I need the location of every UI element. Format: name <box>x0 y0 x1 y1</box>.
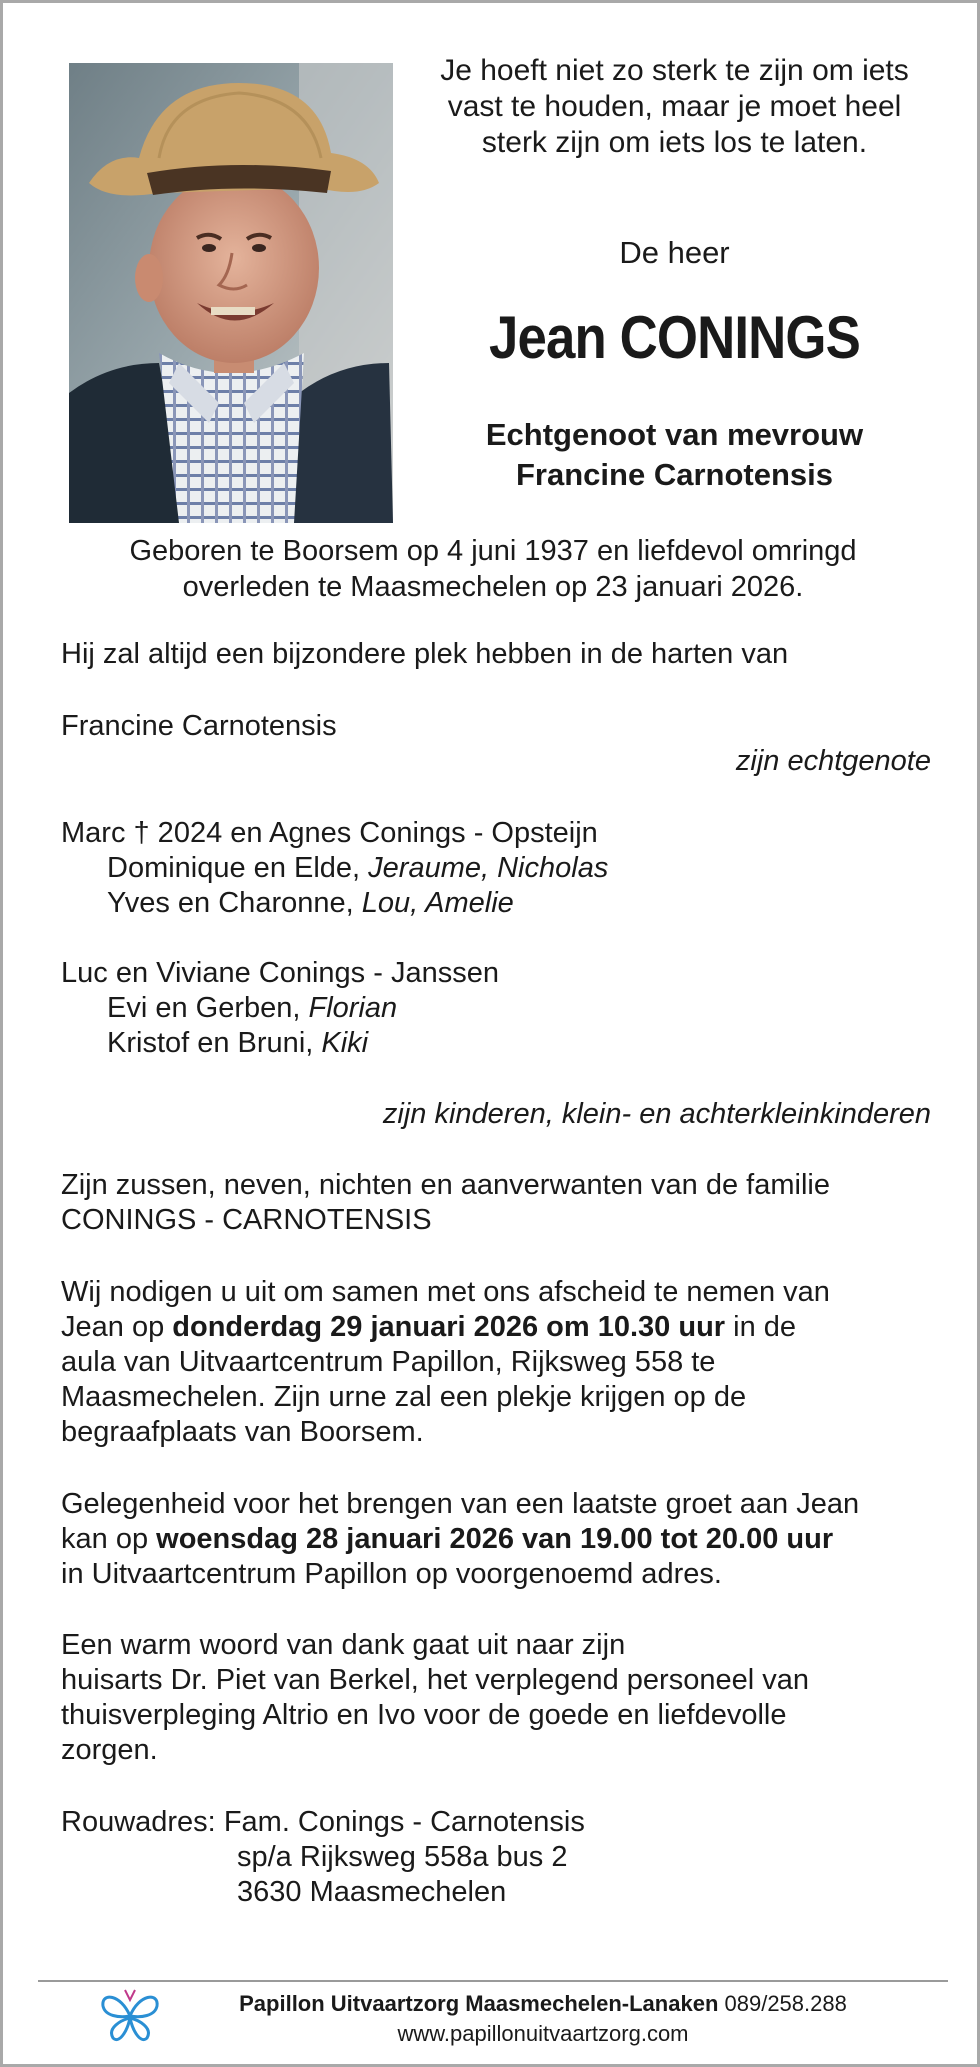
family-parents: Evi en Gerben, <box>107 992 301 1024</box>
address-label: Rouwadres: <box>61 1806 216 1838</box>
visit-block <box>61 1487 931 1592</box>
visit-line: Gelegenheid voor het brengen van een laatste groet aan Jean <box>61 1488 860 1520</box>
widow-block <box>61 709 931 779</box>
family-parents: Yves en Charonne, <box>107 887 354 919</box>
salutation: De heer <box>619 235 730 270</box>
address-city: 3630 Maasmechelen <box>237 1876 507 1908</box>
thanks-line: zorgen. <box>61 1734 158 1766</box>
visit-date: woensdag 28 januari 2026 van 19.00 tot 20.00 uur <box>156 1523 834 1555</box>
thanks-line: Een warm woord van dank gaat uit naar zijn <box>61 1629 626 1661</box>
deceased-name: Jean CONINGS <box>489 304 860 371</box>
birth-death-info <box>63 533 923 605</box>
footer-divider <box>38 1980 948 1982</box>
children-role-block <box>61 1097 931 1132</box>
ceremony-date: donderdag 29 januari 2026 om 10.30 uur <box>172 1311 726 1343</box>
spouse-label: Echtgenoot van mevrouw <box>485 417 864 452</box>
family-head: Marc † 2024 en Agnes Conings - Opsteijn <box>61 817 598 849</box>
visit-line: in Uitvaartcentrum Papillon op voorgenoemd adres. <box>61 1558 722 1590</box>
footer-phone: 089/258.288 <box>718 1991 847 2016</box>
footer-company-line <box>173 1989 913 2019</box>
relatives-family: CONINGS - CARNOTENSIS <box>61 1204 432 1236</box>
family-parents: Kristof en Bruni, <box>107 1027 314 1059</box>
relatives-line: Zijn zussen, neven, nichten en aanverwanten van de familie <box>61 1169 830 1201</box>
ceremony-text: Jean op <box>61 1311 173 1343</box>
family-head: Luc en Viviane Conings - Janssen <box>61 957 499 989</box>
ceremony-line <box>61 1310 931 1345</box>
family-parents: Dominique en Elde, <box>107 852 361 884</box>
ceremony-line: Maasmechelen. Zijn urne zal een plekje krijgen op de <box>61 1381 747 1413</box>
intro-text <box>61 637 931 672</box>
children-role: zijn kinderen, klein- en achterkleinkinderen <box>382 1098 931 1130</box>
address-street: sp/a Rijksweg 558a bus 2 <box>237 1841 568 1873</box>
family-kids: Florian <box>300 992 398 1024</box>
thanks-line: thuisverpleging Altrio en Ivo voor de goede en liefdevolle <box>61 1699 787 1731</box>
butterfly-logo-icon <box>97 1986 163 2046</box>
footer <box>173 1989 913 2049</box>
thanks-block <box>61 1628 931 1768</box>
footer-website[interactable]: www.papillonuitvaartzorg.com <box>397 2021 689 2046</box>
ceremony-line: begraafplaats van Boorsem. <box>61 1416 424 1448</box>
ceremony-line: aula van Uitvaartcentrum Papillon, Rijksweg 558 te <box>61 1346 716 1378</box>
ceremony-text: in de <box>725 1311 797 1343</box>
family-row <box>61 991 931 1026</box>
ceremony-line: Wij nodigen u uit om samen met ons afscheid te nemen van <box>61 1276 830 1308</box>
quote <box>407 53 942 161</box>
ceremony-block <box>61 1275 931 1450</box>
thanks-line: huisarts Dr. Piet van Berkel, het verplegend personeel van <box>61 1664 809 1696</box>
family-row <box>61 1026 931 1061</box>
address-block <box>61 1805 931 1910</box>
widow-role: zijn echtgenote <box>735 745 931 777</box>
family-kids: Jeraume, Nicholas <box>360 852 609 884</box>
quote-line: sterk zijn om iets los te laten. <box>481 126 868 159</box>
footer-company: Papillon Uitvaartzorg Maasmechelen-Lanaken <box>239 1991 719 2016</box>
spouse-line <box>407 415 942 495</box>
family-row <box>61 851 931 886</box>
relatives-block <box>61 1168 931 1238</box>
family-block-luc <box>61 956 931 1061</box>
portrait-photo <box>69 63 393 523</box>
family-row <box>61 886 931 921</box>
visit-line <box>61 1522 931 1557</box>
widow-name: Francine Carnotensis <box>61 710 337 742</box>
death-line: overleden te Maasmechelen op 23 januari 2026. <box>182 571 804 603</box>
family-kids: Lou, Amelie <box>353 887 514 919</box>
family-kids: Kiki <box>313 1027 369 1059</box>
intro-line: Hij zal altijd een bijzondere plek hebben in de harten van <box>61 638 789 670</box>
visit-text: kan op <box>61 1523 157 1555</box>
address-family: Fam. Conings - Carnotensis <box>223 1806 585 1838</box>
family-block-marc <box>61 816 931 921</box>
birth-line: Geboren te Boorsem op 4 juni 1937 en liefdevol omringd <box>129 535 857 567</box>
quote-line: Je hoeft niet zo sterk te zijn om iets <box>440 54 909 87</box>
quote-line: vast te houden, maar je moet heel <box>447 90 902 123</box>
address-line <box>61 1805 931 1840</box>
spouse-name: Francine Carnotensis <box>516 457 833 492</box>
